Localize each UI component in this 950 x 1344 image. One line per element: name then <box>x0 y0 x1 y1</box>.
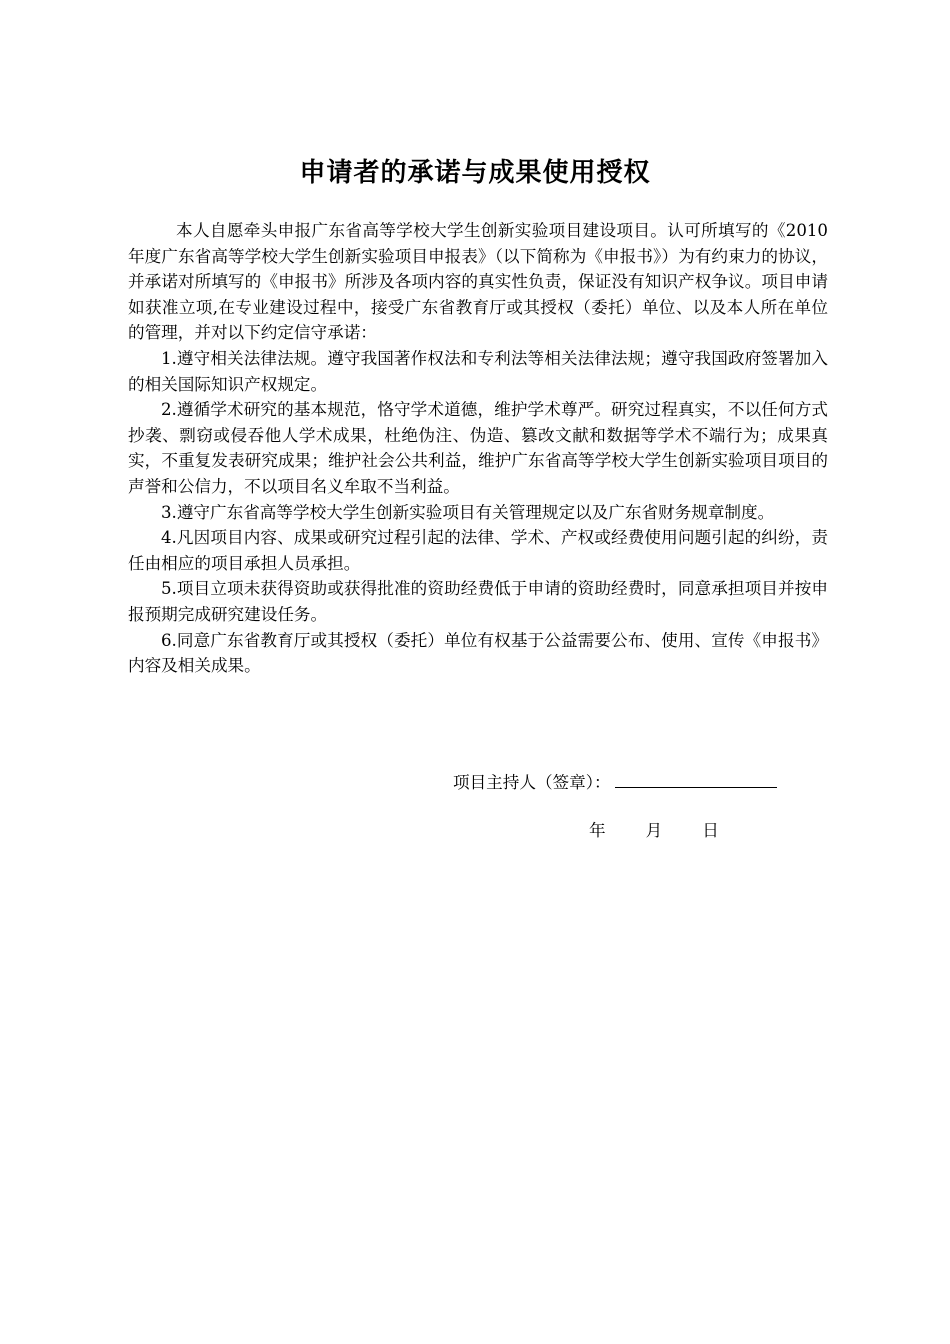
signature-label: 项目主持人（签章）： <box>453 773 611 792</box>
signature-line <box>453 769 777 796</box>
date-year: 年 <box>589 821 606 840</box>
commitment-text <box>128 218 828 679</box>
signature-blank <box>615 769 777 788</box>
commitment-item-2: 2.遵循学术研究的基本规范，恪守学术道德，维护学术尊严。研究过程真实，不以任何方式抄袭、剽窃或侵吞他人学术成果，杜绝伪注、伪造、篡改文献和数据等学术不端行为；成果真实，不重复发表研究成果；维护社会公共利益，维护广东省高等学校大学生创新实验项目项目的声誉和公信力，不以项目名义牟取不当利益。 <box>128 400 828 496</box>
commitment-item-1: 1.遵守相关法律法规。遵守我国著作权法和专利法等相关法律法规；遵守我国政府签署加入的相关国际知识产权规定。 <box>128 348 828 394</box>
document-title: 申请者的承诺与成果使用授权 <box>299 158 651 188</box>
date-day: 日 <box>702 821 719 840</box>
date-month: 月 <box>645 821 663 840</box>
intro-paragraph: 本人自愿牵头申报广东省高等学校大学生创新实验项目建设项目。认可所填写的《2010年度广东省高等学校大学生创新实验项目申报表》（以下简称为《申报书》）为有约束力的协议，并承诺对所填写的《申报书》所涉及各项内容的真实性负责，保证没有知识产权争议。项目申请如获准立项,在专业建设过程中，接受广东省教育厅或其授权（委托）单位、以及本人所在单位的管理，并对以下约定信守承诺： <box>128 221 828 343</box>
commitment-item-3: 3.遵守广东省高等学校大学生创新实验项目有关管理规定以及广东省财务规章制度。 <box>161 502 775 522</box>
date-line <box>589 818 719 844</box>
commitment-item-4: 4.凡因项目内容、成果或研究过程引起的法律、学术、产权或经费使用问题引起的纠纷，责任由相应的项目承担人员承担。 <box>128 528 828 573</box>
commitment-item-5: 5.项目立项未获得资助或获得批准的资助经费低于申请的资助经费时，同意承担项目并按申报预期完成研究建设任务。 <box>128 579 828 624</box>
commitment-item-6: 6.同意广东省教育厅或其授权（委托）单位有权基于公益需要公布、使用、宣传《申报书》内容及相关成果。 <box>128 630 828 676</box>
